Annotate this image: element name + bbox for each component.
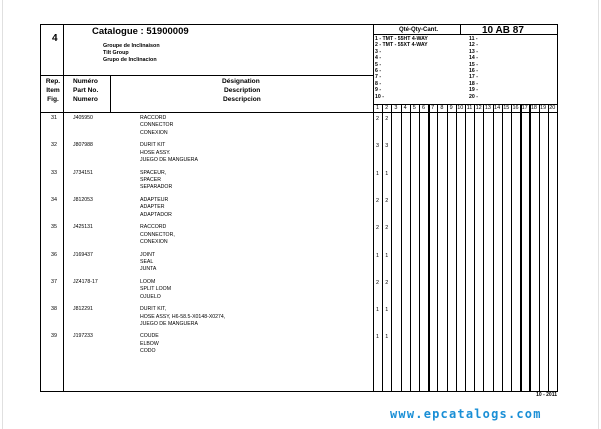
row-qty-cell: 3 (376, 143, 379, 150)
qty-column-line (391, 104, 392, 392)
qty-column-number: 9 (449, 105, 453, 111)
qty-column-number: 16 (512, 105, 519, 111)
variant-right: 18 - (469, 80, 478, 87)
qty-title-divider (460, 24, 461, 34)
row-description-line: JUEGO DE MANGUERA (140, 157, 198, 164)
row-qty-cell: 2 (385, 116, 389, 122)
row-part-number: J812291 (73, 306, 93, 313)
qty-title: Qté-Qty-Cant. (399, 27, 438, 33)
variant-right: 13 - (469, 48, 478, 55)
qty-column-line (447, 104, 448, 392)
section-number: 4 (52, 33, 58, 44)
row-description-line: CONEXION (140, 239, 168, 245)
variant-right: 11 - (469, 36, 478, 42)
row-item-number: 39 (51, 333, 57, 340)
qty-column-number: 8 (440, 105, 444, 111)
qty-column-number: 10 (457, 105, 464, 111)
row-description-line: SPACER (140, 177, 161, 183)
qty-column-line (539, 104, 541, 392)
group-title-fr: Groupe de Inclinaison (103, 43, 160, 49)
desc-header-es: Descripcion (223, 96, 261, 103)
row-item-number: 36 (51, 251, 57, 258)
variant-left: 6 - (375, 68, 382, 74)
row-qty-cell: 2 (376, 279, 379, 286)
qty-column-line (401, 104, 402, 392)
qty-column-number: 7 (431, 105, 435, 111)
row-qty-cell: 3 (385, 143, 389, 150)
variant-right: 14 - (469, 55, 478, 62)
row-description-line: LOOM (140, 278, 156, 285)
row-item-number: 35 (51, 224, 57, 231)
part-column-divider-header (110, 75, 111, 112)
row-qty-cell: 1 (376, 334, 379, 341)
row-description-line: SEPARADOR (140, 184, 173, 191)
row-description-line: JUNTA (140, 266, 157, 273)
qty-column-line (428, 104, 430, 392)
row-part-number: J734151 (73, 169, 93, 176)
row-item-number: 31 (51, 115, 57, 121)
variant-right: 20 - (469, 93, 478, 100)
row-part-number: J425131 (73, 224, 93, 231)
header-bottom-line (40, 75, 374, 76)
variant-left: 8 - (375, 80, 382, 87)
row-description-line: ELBOW (140, 340, 159, 347)
qty-column-number: 20 (549, 105, 556, 111)
row-part-number: JZ4178-17 (73, 278, 98, 285)
qty-column-number: 18 (530, 105, 537, 111)
row-description-line: ADAPTEUR (140, 196, 169, 203)
row-description-line: OJUELO (140, 293, 161, 300)
qty-column-line (437, 104, 438, 392)
qty-column-line (419, 104, 420, 392)
group-title-es: Grupo de Inclinacion (103, 57, 157, 63)
qty-column-line (548, 104, 549, 392)
row-qty-cell: 1 (385, 334, 389, 341)
variant-left: 3 - (375, 48, 382, 55)
row-qty-cell: 1 (376, 170, 379, 177)
variant-right: 19 - (469, 87, 478, 94)
variant-left: 1 - TMT - 55HT 4-WAY (375, 36, 428, 42)
variant-right: 17 - (469, 74, 478, 81)
row-description-line: JOINT (140, 251, 155, 258)
row-part-number: J812053 (73, 196, 93, 203)
column-header-bottom-line (40, 112, 558, 113)
qty-column-line (483, 104, 484, 392)
row-description-line: HOSE ASSY. (140, 149, 171, 156)
watermark-url: www.epcatalogs.com (390, 407, 542, 421)
qty-column-number: 1 (375, 105, 380, 111)
catalogue-frame (40, 24, 558, 392)
variant-right: 15 - (469, 61, 478, 68)
row-description-line: ADAPTADOR (140, 211, 172, 218)
row-qty-cell: 1 (385, 307, 389, 314)
qty-column-number: 15 (503, 105, 510, 111)
row-part-number: J807988 (73, 142, 93, 149)
row-part-number: J197233 (73, 333, 93, 340)
row-description-line: RACCORD (140, 115, 167, 121)
row-description-line: JUEGO DE MANGUERA (140, 320, 198, 327)
qty-column-line (456, 104, 458, 392)
qty-column-number: 3 (394, 105, 398, 111)
catalogue-number: Catalogue : 51900009 (92, 26, 189, 37)
qty-column-line (520, 104, 522, 392)
qty-column-number: 11 (466, 105, 473, 111)
row-qty-cell: 2 (376, 116, 379, 122)
qty-column-number: 13 (484, 105, 491, 111)
row-qty-cell: 1 (385, 170, 389, 177)
variant-left: 2 - TMT - 55XT 4-WAY (375, 42, 428, 49)
qty-column-number: 17 (521, 105, 528, 111)
qty-column-number: 4 (403, 105, 407, 111)
row-qty-cell: 2 (376, 197, 379, 204)
qty-column-number: 5 (412, 105, 416, 111)
row-item-number: 33 (51, 169, 57, 176)
row-description-line: RACCORD (140, 224, 167, 231)
row-description-line: SPACEUR, (140, 169, 167, 176)
row-description-line: DURIT KIT (140, 142, 166, 149)
variant-left: 7 - (375, 74, 382, 81)
row-qty-cell: 2 (385, 225, 389, 232)
qty-column-line (465, 104, 466, 392)
variant-right: 12 - (469, 42, 478, 49)
variant-left: 9 - (375, 87, 382, 94)
variant-left: 5 - (375, 61, 382, 68)
qty-column-line (493, 104, 494, 392)
page-edge-right (598, 0, 599, 429)
row-description-line: CONEXION (140, 129, 168, 136)
row-description-line: SPLIT LOOM (140, 286, 172, 293)
qty-column-number: 6 (421, 105, 426, 111)
row-item-number: 34 (51, 196, 57, 203)
rep-header-en: Item (46, 87, 60, 94)
variant-left: 10 - (375, 93, 384, 100)
desc-header-en: Description (224, 87, 261, 94)
qty-column-line (502, 104, 504, 392)
row-item-number: 38 (51, 306, 57, 313)
row-description-line: CODO (140, 348, 156, 355)
row-qty-cell: 2 (376, 225, 379, 232)
desc-header-fr: Désignation (222, 78, 260, 85)
rep-header-es: Fig. (47, 96, 59, 103)
variant-left: 4 - (375, 55, 382, 62)
variant-right: 16 - (469, 68, 478, 74)
qty-column-line (529, 104, 531, 392)
row-description-line: DURIT KIT, (140, 306, 167, 313)
row-description-line: SEAL (140, 258, 154, 265)
row-qty-cell: 1 (376, 252, 379, 259)
qty-column-line (410, 104, 411, 392)
row-qty-cell: 2 (385, 279, 389, 286)
part-header-en: Part No. (73, 87, 99, 94)
row-part-number: J169437 (73, 251, 93, 258)
row-qty-cell: 1 (385, 252, 389, 259)
row-description-line: CONNECTOR (140, 122, 174, 129)
qty-title-line (373, 34, 558, 35)
row-item-number: 37 (51, 278, 57, 285)
part-header-fr: Numéro (73, 78, 98, 85)
row-item-number: 32 (51, 142, 57, 149)
row-qty-cell: 2 (385, 197, 389, 204)
row-part-number: J405950 (73, 115, 93, 121)
reference-code: 10 AB 87 (482, 25, 524, 36)
part-header-es: Numero (73, 96, 98, 103)
row-qty-cell: 1 (376, 307, 379, 314)
rep-header-fr: Rep. (45, 78, 61, 85)
row-description-line: COUDE (140, 333, 159, 340)
row-description-line: ADAPTER (140, 204, 165, 211)
page-edge-left (2, 0, 3, 429)
row-description-line: HOSE ASSY, H6-58.5-X0148-X0274, (140, 313, 226, 320)
group-title-en: Tilt Group (103, 50, 129, 56)
row-description-line: CONNECTOR, (140, 231, 175, 238)
qty-column-number: 14 (494, 105, 501, 111)
qty-column-number: 19 (540, 105, 547, 111)
edition-date: 10 - 2011 (536, 392, 557, 398)
qty-column-line (511, 104, 512, 392)
qty-column-line (474, 104, 475, 392)
qty-column-number: 2 (385, 105, 389, 111)
qty-column-number: 12 (475, 105, 482, 111)
